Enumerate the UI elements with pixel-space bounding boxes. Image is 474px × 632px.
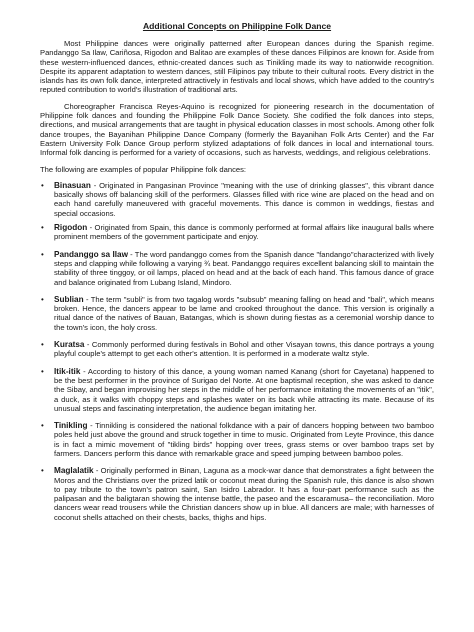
dance-description: - According to history of this dance, a young woman named Kanang (short for Cayetana) happened to be the best performer in the province of Surigao del Norte. At one baptismal reception, she was asked to dance the Sibay, and began improvising her steps in the middle of her performance imitating the movements of an "itik", a duck, as it walks with choppy steps and splashes water on its back while attracting its mate. Because of its unusual steps and fascinating interpretation, the audience began imitating her. (54, 366, 434, 413)
dance-list (40, 181, 434, 522)
dance-description: - Commonly performed during festivals in Bohol and other Visayan towns, this dance portrays a young playful couple's attempt to get each other's attention. It is performed in a moderate waltz style. (54, 340, 434, 359)
dance-name: Itik-itik (54, 366, 81, 376)
bullet-icon: • (41, 180, 44, 190)
dance-item-kuratsa (40, 340, 434, 359)
bullet-icon: • (41, 366, 44, 376)
dance-name: Maglalatik (54, 466, 94, 476)
document-title: Additional Concepts on Philippine Folk Dance (142, 21, 332, 31)
dance-name: Rigodon (54, 223, 88, 233)
dance-name: Pandanggo sa Ilaw (54, 249, 128, 259)
dance-item-rigodon (40, 223, 434, 242)
bullet-icon: • (41, 466, 44, 476)
dance-item-binasuan (40, 181, 434, 218)
dance-item-pandanggo-sa-ilaw (40, 250, 434, 287)
dance-description: - Tinnikling is considered the national folkdance with a pair of dancers hopping between two bamboo poles held just above the ground and struck together in time to music. Originated from Leyte Province, this dance is in fact a mimic movement of "tikling birds" hopping over trees, grass stems or over bamboo traps set by farmers. Dancers perform this dance with remarkable grace and speed jumping between bamboo poles. (54, 421, 434, 458)
dance-description: - The word pandanggo comes from the Spanish dance "fandango"characterized with lively steps and clapping while following a varying ¾ beat. Pandanggo requires excellent balancing skill to maintain the stability of three tinggoy, or oil lamps, placed on head and at the back of each hand. This famous dance of grace and balance originated from Lubang Island, Mindoro. (54, 249, 434, 287)
dance-item-tinikling (40, 421, 434, 458)
bullet-icon: • (41, 249, 44, 259)
dance-item-maglalatik (40, 466, 434, 522)
bullet-icon: • (41, 340, 44, 350)
examples-lead-in: The following are examples of popular Philippine folk dances: (40, 164, 246, 174)
dance-item-sublian (40, 295, 434, 332)
dance-item-itik-itik (40, 367, 434, 413)
dance-name: Tinikling (54, 421, 88, 431)
dance-description: - The term "subli" is from two tagalog words "subsub" meaning falling on head and "bali", which means broken. Hence, the dancers appear to be lame and crooked throughout the dance. This version is originally a ritual dance of the natives of Bauan, Batangas, which is shown during fiestas as a ceremonial worship dance to the town's icon, the holy cross. (54, 294, 434, 332)
bullet-icon: • (41, 421, 44, 431)
dance-description: - Originally performed in Binan, Laguna as a mock-war dance that demonstrates a fight between the Moros and the Christians over the prized latik or coconut meat during the Spanish rule, this dance is also shown to pay tribute to the town's patron saint, San Isidro Labrador. It has a four-part performance such as the palipasan and the baligtaran showing the intense battle, the paseo and the escaramusa– the reconciliation. Moro dancers wear read trousers while the Christian dancers show up in blue. All dancers are male; with harnesses of coconut shells attached on their chests, backs, thighs and hips. (54, 466, 434, 522)
intro-paragraph: Most Philippine dances were originally patterned after European dances during the Spanish regime. Pandanggo Sa Ilaw, Cariñosa, Rigodon and Balitao are examples of these dances Filipinos are known for. Aside from these western-influenced dances, ethnic-created dances such as Tinikling made its way to nationwide recognition. Despite its apparent adaptation to western dances, still Filipinos pay tribute to their cultural roots. Every district in the islands has its own folk dance, interpreted attractively in festivals and local shows, which have added to the country's reputed contribution to world's illustration of traditional arts. (40, 39, 434, 95)
dance-description: - Originated from Spain, this dance is commonly performed at formal affairs like inaugural balls where prominent members of the government participate and enjoy. (54, 223, 434, 242)
dance-name: Kuratsa (54, 340, 85, 350)
dance-description: - Originated in Pangasinan Province "meaning with the use of drinking glasses", this vibrant dance basically shows off balancing skill of the performers. Glasses filled with rice wine are placed on the head and on each hand carefully maneuvered with graceful movements. This dance is common in weddings, fiestas and special occasions. (54, 180, 434, 218)
choreographer-paragraph: Choreographer Francisca Reyes-Aquino is recognized for pioneering research in the documentation of Philippine folk dances and founding the Philippine Folk Dance Society. She codified the folk dances into steps, directions, and musical arrangements that are taught in physical education classes in most schools. Among other folk dance troupes, the Bayanihan Philippine Dance Company (formerly the Bayanihan Folk Arts Center) and the Far Eastern University Folk Dance Group perform stylized adaptations of folk dances in local and international tours. Informal folk dancing is performed for a variety of occasions, such as harvests, weddings, and religious celebrations. (40, 101, 434, 158)
dance-name: Binasuan (54, 180, 91, 190)
bullet-icon: • (41, 223, 44, 233)
bullet-icon: • (41, 294, 44, 304)
dance-name: Sublian (54, 294, 84, 304)
